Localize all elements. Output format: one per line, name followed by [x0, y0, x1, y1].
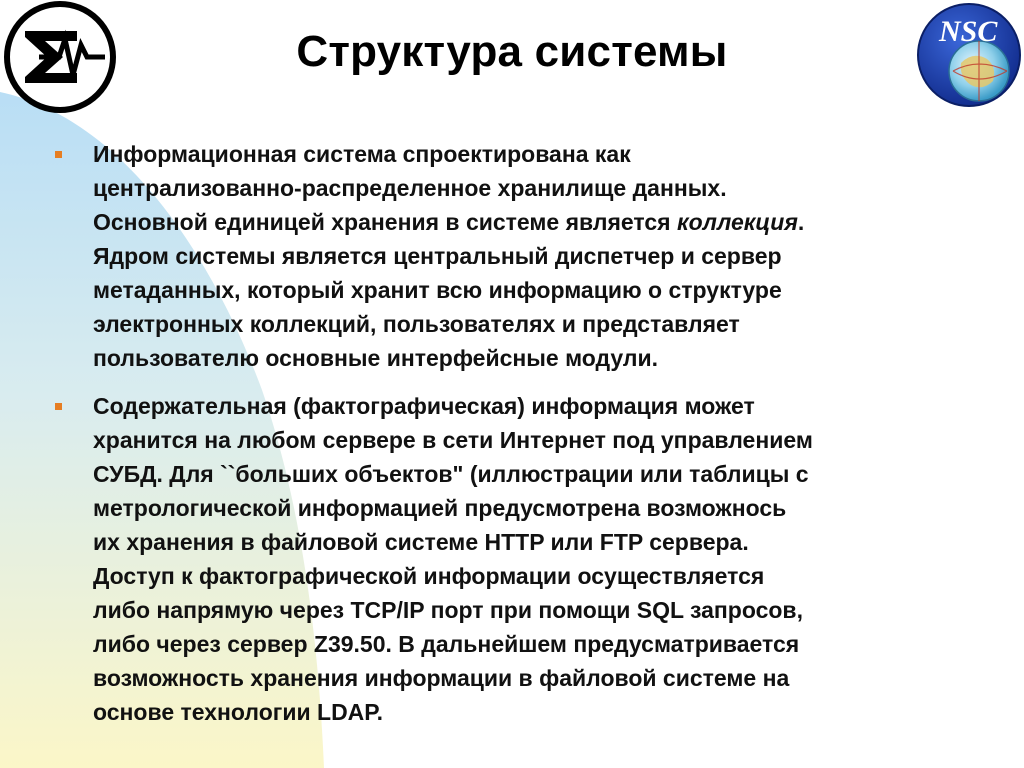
- bullet-line: Доступ к фактографической информации осуществляется: [93, 563, 765, 589]
- bullet-line: метаданных, который хранит всю информацию о структуре: [93, 277, 782, 303]
- nsc-logo-text: NSC: [939, 15, 998, 48]
- sigma-wave-logo: [1, 1, 119, 113]
- bullet-line: Информационная система спроектирована как: [93, 141, 631, 167]
- bullet-line: Ядром системы является центральный диспетчер и сервер: [93, 243, 782, 269]
- bullet-item: [93, 137, 993, 375]
- bullet-line: Содержательная (фактографическая) информация может: [93, 393, 755, 419]
- bullet-line: либо напрямую через TCP/IP порт при помощи SQL запросов,: [93, 597, 803, 623]
- bullet-line: метрологической информацией предусмотрена возможнось: [93, 495, 787, 521]
- emphasis-suffix: .: [797, 209, 805, 235]
- bullet-marker-icon: [55, 151, 62, 158]
- bullet-line: либо через сервер Z39.50. В дальнейшем предусматривается: [93, 631, 800, 657]
- bullet-line: СУБД. Для ``больших объектов" (иллюстрации или таблицы с: [93, 461, 809, 487]
- bullet-line: централизованно-распределенное хранилище данных.: [93, 175, 727, 201]
- bullet-line: возможность хранения информации в файловой системе на: [93, 665, 790, 691]
- emphasis-term: коллекция: [676, 209, 798, 235]
- bullet-line: пользователю основные интерфейсные модули.: [93, 345, 659, 371]
- bullet-line-text: Основной единицей хранения в системе является: [93, 209, 677, 235]
- bullet-line: хранится на любом сервере в сети Интернет под управлением: [93, 427, 813, 453]
- bullet-line: электронных коллекций, пользователях и представляет: [93, 311, 740, 337]
- bullet-line: основе технологии LDAP.: [93, 699, 384, 725]
- bullet-marker-icon: [55, 403, 62, 410]
- bullet-item: [93, 389, 993, 729]
- bullet-line: [93, 205, 993, 239]
- slide-title: Структура системы: [296, 27, 728, 76]
- bullet-line: их хранения в файловой системе HTTP или FTP сервера.: [93, 529, 749, 555]
- nsc-globe-logo: [913, 1, 1024, 109]
